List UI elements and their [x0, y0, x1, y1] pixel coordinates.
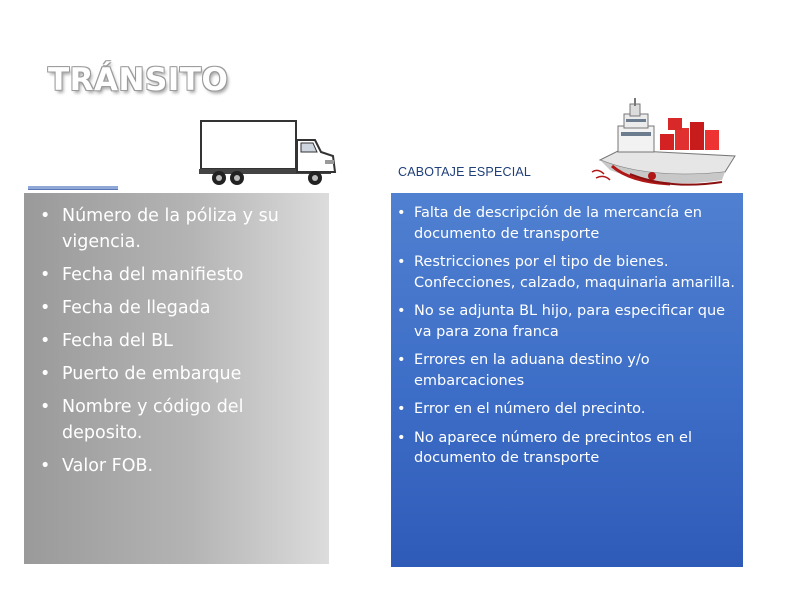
- left-list-item: [40, 295, 320, 321]
- bullet-icon: •: [397, 205, 406, 221]
- left-list-item: [40, 262, 320, 288]
- bullet-icon: •: [397, 303, 406, 319]
- left-list-item: [40, 328, 320, 354]
- bullet-icon: •: [40, 331, 51, 351]
- bullet-icon: •: [397, 352, 406, 368]
- list-item-text: Fecha de llegada: [62, 298, 211, 318]
- list-item-text: Falta de descripción de la mercancía en documento de transporte: [414, 205, 702, 242]
- list-item-text: Puerto de embarque: [62, 364, 242, 384]
- list-item-text: Errores en la aduana destino y/o embarcaciones: [414, 352, 650, 389]
- list-item-text: Fecha del manifiesto: [62, 265, 244, 285]
- bullet-icon: •: [397, 401, 406, 417]
- left-list-item: [40, 453, 320, 479]
- bullet-icon: •: [397, 254, 406, 270]
- bullet-icon: •: [40, 298, 51, 318]
- list-item-text: No se adjunta BL hijo, para especificar que va para zona franca: [414, 303, 726, 340]
- left-list-item: [40, 203, 320, 255]
- right-list-item: [397, 350, 737, 391]
- list-item-text: Valor FOB.: [62, 456, 154, 476]
- truck-icon: [197, 118, 339, 190]
- truck-caption-bar: [28, 186, 118, 190]
- left-list-item: [40, 361, 320, 387]
- list-item-text: Número de la póliza y su vigencia.: [62, 206, 279, 252]
- left-list-item: [40, 394, 320, 446]
- bullet-icon: •: [40, 456, 51, 476]
- left-bullet-list: [40, 203, 320, 486]
- bullet-icon: •: [40, 397, 51, 417]
- list-item-text: Error en el número del precinto.: [414, 401, 646, 417]
- list-item-text: Fecha del BL: [62, 331, 173, 351]
- right-list-item: [397, 428, 737, 469]
- bullet-icon: •: [40, 265, 51, 285]
- list-item-text: Restricciones por el tipo de bienes. Confecciones, calzado, maquinaria amarilla.: [414, 254, 736, 291]
- cargo-ship-icon: [590, 98, 740, 193]
- right-list-item: [397, 399, 737, 420]
- slide-title: TRÁNSITO: [48, 62, 229, 98]
- list-item-text: No aparece número de precintos en el documento de transporte: [414, 429, 692, 466]
- bullet-icon: •: [40, 206, 51, 226]
- right-list-item: [397, 203, 737, 244]
- list-item-text: Nombre y código del deposito.: [62, 397, 244, 443]
- right-list-item: [397, 301, 737, 342]
- right-bullet-list: [397, 203, 737, 477]
- bullet-icon: •: [397, 429, 406, 446]
- right-list-item: [397, 252, 737, 293]
- cabotaje-label: CABOTAJE ESPECIAL: [398, 165, 532, 179]
- bullet-icon: •: [40, 364, 51, 384]
